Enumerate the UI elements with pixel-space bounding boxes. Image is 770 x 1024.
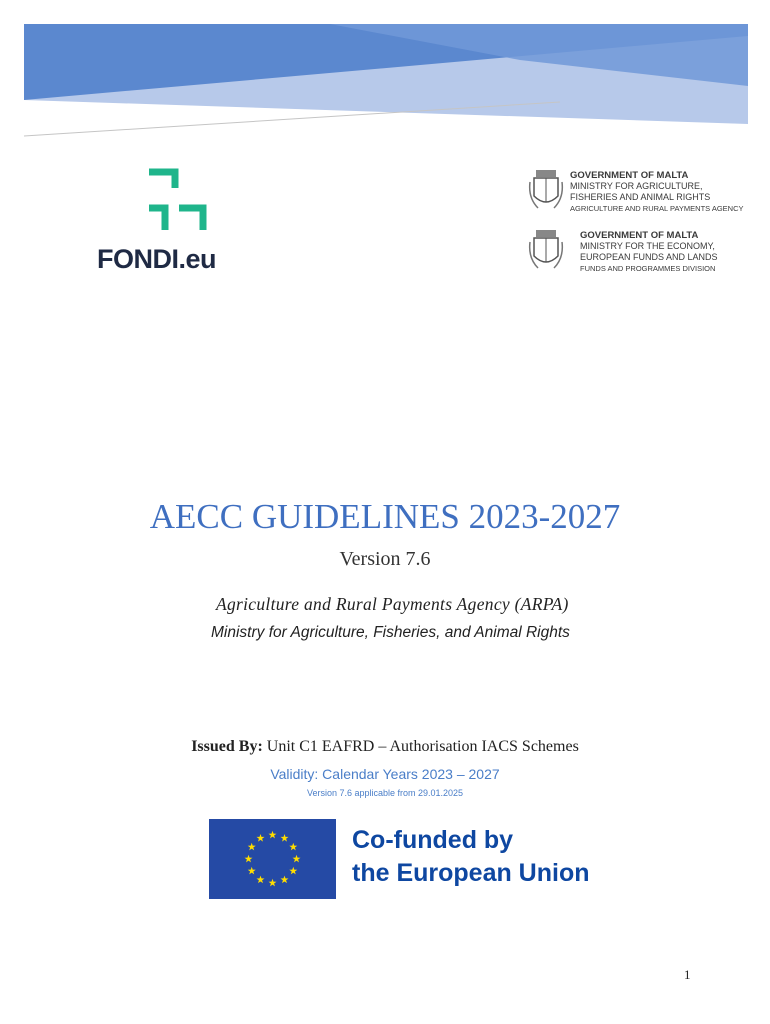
applicable-date: Version 7.6 applicable from 29.01.2025 [306, 788, 464, 798]
eu-cofunded-text [352, 824, 590, 890]
eu-text-line-1: Co-funded by [352, 826, 514, 854]
document-version: Version 7.6 [339, 548, 431, 570]
government-malta-economy-block [528, 226, 758, 274]
issued-by [0, 738, 770, 756]
gov-line-4: FUNDS AND PROGRAMMES DIVISION [580, 264, 716, 273]
gov-line-2: MINISTRY FOR THE ECONOMY, [580, 241, 715, 251]
malta-crest-icon [528, 168, 564, 212]
gov-line-1: GOVERNMENT OF MALTA [570, 170, 689, 181]
issued-by-label: Issued By: [191, 738, 263, 755]
fondi-logo-icon [145, 168, 225, 238]
ministry-name: Ministry for Agriculture, Fisheries, and Animal Rights [211, 624, 570, 641]
page-number: 1 [684, 967, 691, 982]
gov-line-1: GOVERNMENT OF MALTA [580, 230, 699, 241]
validity-statement: Validity: Calendar Years 2023 – 2027 [270, 766, 500, 782]
government-malta-agriculture-block [528, 166, 758, 214]
malta-crest-icon [528, 228, 564, 272]
gov-line-4: AGRICULTURE AND RURAL PAYMENTS AGENCY [570, 204, 744, 213]
issued-by-value: Unit C1 EAFRD – Authorisation IACS Schemes [262, 738, 579, 755]
gov-line-2: MINISTRY FOR AGRICULTURE, [570, 181, 703, 191]
eu-flag-icon [209, 819, 336, 899]
gov-line-3: FISHERIES AND ANIMAL RIGHTS [570, 192, 711, 202]
agency-name: Agriculture and Rural Payments Agency (ARPA) [216, 594, 569, 614]
header-banner [0, 0, 770, 150]
gov-line-3: EUROPEAN FUNDS AND LANDS [580, 252, 718, 262]
eu-text-line-2: the European Union [352, 859, 590, 887]
fondi-logo-text: FONDI.eu [97, 244, 217, 274]
document-title: AECC GUIDELINES 2023-2027 [149, 497, 621, 536]
